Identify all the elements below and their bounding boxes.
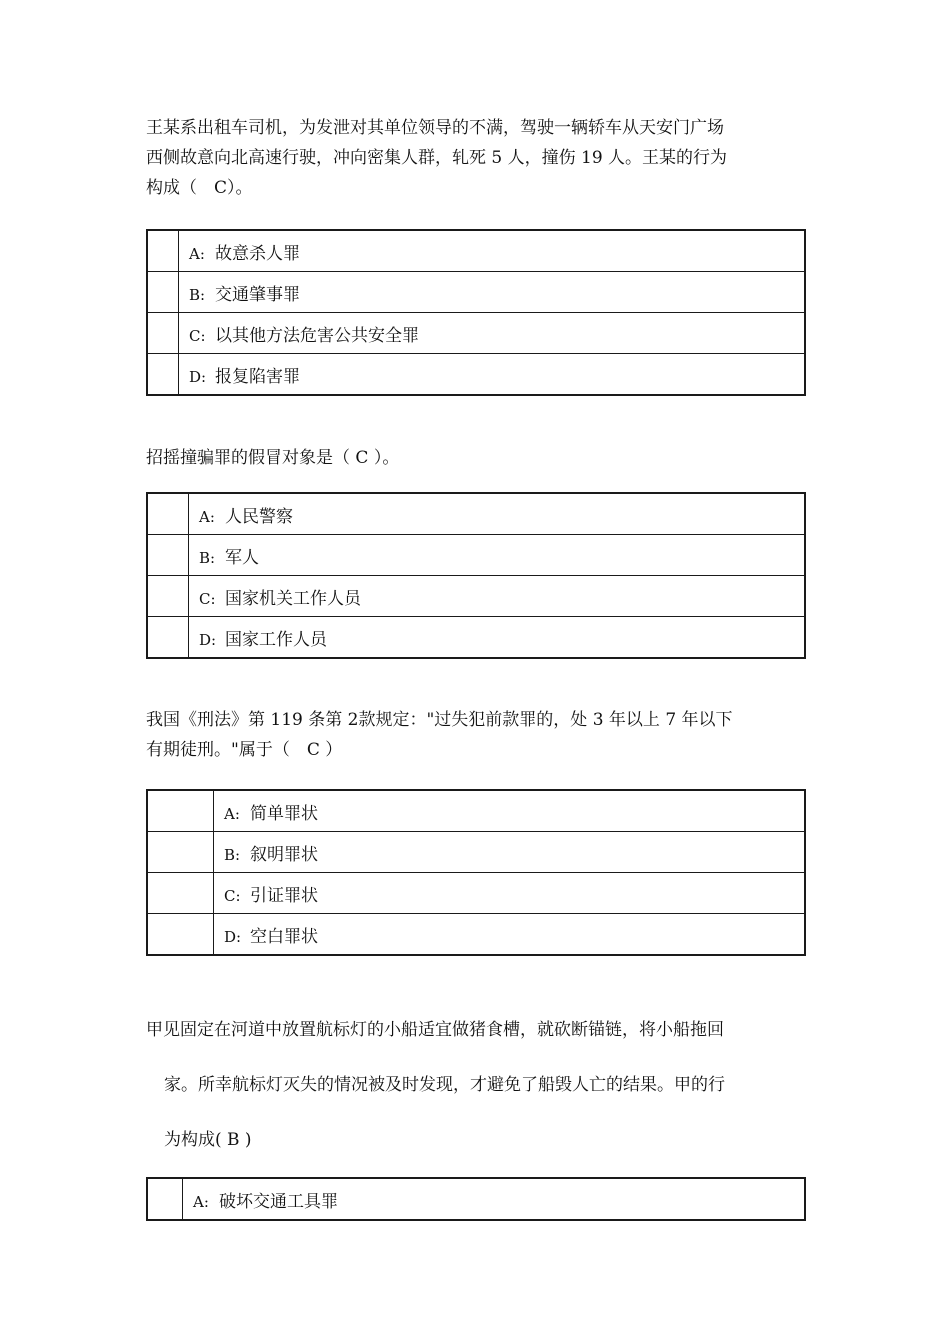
option-cell [214,873,806,914]
question-line: 有期徒刑。"属于（ C ） [146,740,343,760]
option-marker-cell [147,535,189,576]
option-cell [189,535,806,576]
option-letter: A: [224,804,240,823]
option-marker-cell [147,313,179,354]
question-3-options [146,789,806,956]
option-letter: D: [224,927,242,946]
option-cell [214,914,806,956]
question-3-text [146,705,806,765]
question-line: 我国《刑法》第 119 条第 2款规定："过失犯前款罪的，处 3 年以上 7 年以下 [146,710,733,730]
option-text: 国家工作人员 [225,629,327,650]
option-row[interactable] [147,576,805,617]
option-letter: B: [199,548,216,567]
option-marker-cell [147,790,214,832]
option-marker-cell [147,617,189,659]
option-cell [189,493,806,535]
option-cell [214,790,806,832]
question-line: 西侧故意向北高速行驶，冲向密集人群，轧死 5 人，撞伤 19 人。王某的行为 [146,148,728,168]
question-2-text [146,443,806,473]
option-text: 故意杀人罪 [215,243,300,264]
option-cell [189,617,806,659]
option-marker-cell [147,493,189,535]
option-text: 交通肇事罪 [215,284,300,305]
option-letter: C: [224,886,241,905]
option-letter: C: [199,589,216,608]
option-letter: D: [189,367,207,386]
option-text: 引证罪状 [250,885,318,906]
option-text: 国家机关工作人员 [225,588,361,609]
question-line: 招摇撞骗罪的假冒对象是（ C ）。 [146,448,400,468]
question-4-text [146,1003,806,1168]
option-cell [214,832,806,873]
question-line: 王某系出租车司机，为发泄对其单位领导的不满，驾驶一辆轿车从天安门广场 [146,118,724,138]
option-row[interactable] [147,1178,805,1220]
option-text: 叙明罪状 [250,844,318,865]
option-marker-cell [147,354,179,396]
option-text: 空白罪状 [250,926,318,947]
question-line: 家。所幸航标灯灭失的情况被及时发现，才避免了船毁人亡的结果。甲的行 [164,1075,725,1095]
option-row[interactable] [147,832,805,873]
option-cell [179,272,806,313]
option-row[interactable] [147,617,805,659]
question-line: 构成（ C）。 [146,178,253,198]
option-letter: B: [224,845,241,864]
question-line: 为构成( B ) [164,1130,252,1150]
option-marker-cell [147,914,214,956]
option-marker-cell [147,873,214,914]
option-text: 以其他方法危害公共安全罪 [215,325,419,346]
option-letter: C: [189,326,206,345]
option-text: 破坏交通工具罪 [219,1191,338,1212]
option-marker-cell [147,230,179,272]
option-marker-cell [147,272,179,313]
option-row[interactable] [147,272,805,313]
question-1-text [146,113,806,203]
option-cell [189,576,806,617]
option-text: 简单罪状 [250,803,318,824]
question-4-options [146,1177,806,1221]
question-2-options [146,492,806,659]
option-marker-cell [147,576,189,617]
option-row[interactable] [147,230,805,272]
option-marker-cell [147,1178,183,1220]
question-line: 甲见固定在河道中放置航标灯的小船适宜做猪食槽，就砍断锚链，将小船拖回 [146,1020,724,1040]
option-cell [179,230,806,272]
option-row[interactable] [147,354,805,396]
option-cell [183,1178,806,1220]
option-letter: B: [189,285,206,304]
option-row[interactable] [147,914,805,956]
option-row[interactable] [147,493,805,535]
option-row[interactable] [147,313,805,354]
option-row[interactable] [147,535,805,576]
option-cell [179,313,806,354]
option-letter: D: [199,630,217,649]
option-row[interactable] [147,873,805,914]
question-1-options [146,229,806,396]
option-text: 人民警察 [225,506,293,527]
option-text: 军人 [225,547,259,568]
option-letter: A: [199,507,215,526]
option-row[interactable] [147,790,805,832]
option-marker-cell [147,832,214,873]
option-letter: A: [189,244,205,263]
option-cell [179,354,806,396]
option-text: 报复陷害罪 [215,366,300,387]
option-letter: A: [193,1192,209,1211]
